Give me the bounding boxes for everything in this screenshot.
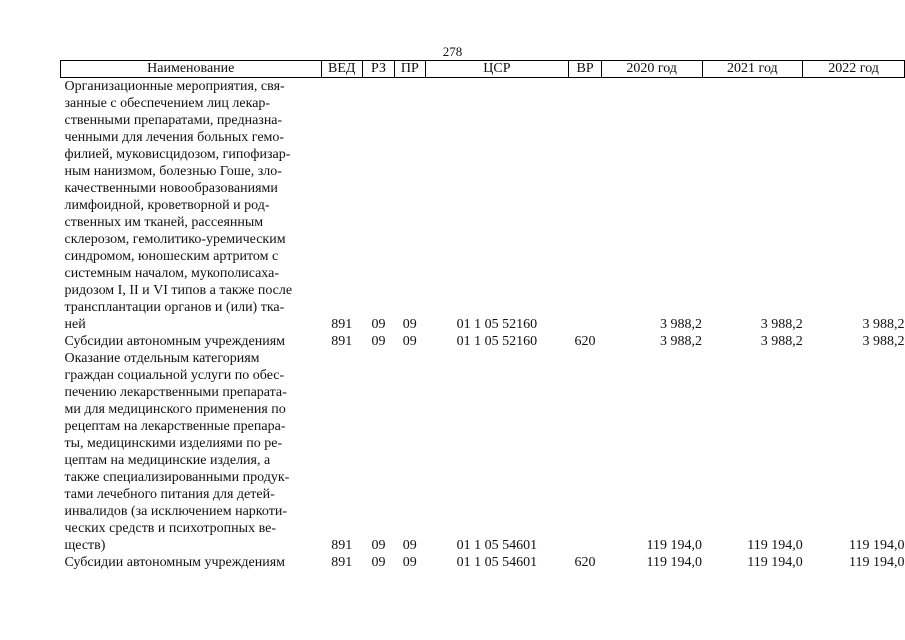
cell-2022: 3 988,2	[862, 334, 905, 349]
cell-csr: 01 1 05 52160	[456, 334, 538, 349]
cell-pr: 09	[402, 538, 417, 553]
name-line: синдромом, юношеским артритом с	[64, 249, 279, 264]
header-2021: 2021 год	[702, 61, 803, 78]
name-line: качественными новообразованиями	[64, 181, 278, 196]
name-line: занные с обеспечением лиц лекар-	[64, 96, 271, 111]
header-rz: РЗ	[362, 61, 394, 78]
name-line: ственными препаратами, предназна-	[64, 113, 283, 128]
cell-2020: 3 988,2	[660, 317, 702, 332]
cell-name	[61, 333, 322, 350]
name-line: филией, муковисцидозом, гипофизар-	[64, 147, 291, 162]
name-line: цептам на медицинские изделия, а	[64, 453, 271, 468]
cell-ved: 891	[331, 334, 353, 349]
header-ved: ВЕД	[321, 61, 362, 78]
name-line: системным началом, мукополисаха-	[64, 266, 279, 281]
cell-2022: 119 194,0	[849, 538, 905, 553]
name-line: граждан социальной услуги по обес-	[64, 368, 285, 383]
name-line: ты, медицинскими изделиями по ре-	[64, 436, 283, 451]
table-row	[61, 554, 905, 571]
cell-name	[61, 350, 322, 554]
cell-pr: 09	[402, 334, 417, 349]
cell-2021: 3 988,2	[760, 317, 803, 332]
cell-2020: 119 194,0	[646, 538, 702, 553]
name-line: склерозом, гемолитико-уремическим	[64, 232, 286, 247]
cell-2021: 119 194,0	[747, 555, 803, 570]
name-line: ней	[64, 317, 86, 332]
cell-name	[61, 78, 322, 334]
cell-ved: 891	[331, 538, 353, 553]
cell-name	[61, 554, 322, 571]
cell-2020: 3 988,2	[660, 334, 702, 349]
name-line: Субсидии автономным учреждениям	[64, 334, 286, 349]
cell-2022: 119 194,0	[849, 555, 905, 570]
cell-pr: 09	[402, 317, 417, 332]
name-line: трансплантации органов и (или) тка-	[64, 300, 285, 315]
cell-2021: 3 988,2	[760, 334, 803, 349]
table-row	[61, 350, 905, 554]
name-line: ным нанизмом, болезнью Гоше, зло-	[64, 164, 282, 179]
name-line: инвалидов (за исключением наркоти-	[64, 504, 287, 519]
table-row	[61, 333, 905, 350]
header-2022: 2022 год	[803, 61, 905, 78]
page-number: 278	[442, 44, 463, 59]
cell-vr: 620	[574, 334, 596, 349]
cell-2022: 3 988,2	[862, 317, 905, 332]
cell-csr: 01 1 05 52160	[456, 317, 538, 332]
table-row	[61, 78, 905, 334]
cell-csr: 01 1 05 54601	[456, 555, 538, 570]
name-line: ческих средств и психотропных ве-	[64, 521, 276, 536]
cell-2021: 119 194,0	[747, 538, 803, 553]
cell-vr: 620	[574, 555, 596, 570]
name-line: Оказание отдельным категориям	[64, 351, 260, 366]
name-line: Организационные мероприятия, свя-	[64, 79, 285, 94]
header-vr: ВР	[569, 61, 601, 78]
name-line: ридозом I, II и VI типов а также после	[64, 283, 293, 298]
cell-pr: 09	[402, 555, 417, 570]
budget-table	[60, 60, 905, 571]
cell-vr	[569, 350, 601, 554]
table-header-row	[61, 61, 905, 78]
name-line: лимфоидной, кроветворной и род-	[64, 198, 270, 213]
header-name: Наименование	[61, 61, 322, 78]
name-line: тами лечебного питания для детей-	[64, 487, 275, 502]
header-2020: 2020 год	[601, 61, 702, 78]
cell-rz: 09	[371, 334, 386, 349]
cell-csr: 01 1 05 54601	[456, 538, 538, 553]
header-pr: ПР	[395, 61, 425, 78]
name-line: ченными для лечения больных гемо-	[64, 130, 285, 145]
cell-rz: 09	[371, 555, 386, 570]
cell-ved: 891	[331, 317, 353, 332]
header-csr: ЦСР	[425, 61, 569, 78]
name-line: также специализированными продук-	[64, 470, 290, 485]
cell-rz: 09	[371, 538, 386, 553]
cell-ved: 891	[331, 555, 353, 570]
name-line: рецептам на лекарственные препара-	[64, 419, 286, 434]
cell-rz: 09	[371, 317, 386, 332]
cell-2020: 119 194,0	[646, 555, 702, 570]
name-line: Субсидии автономным учреждениям	[64, 555, 286, 570]
name-line: ми для медицинского применения по	[64, 402, 286, 417]
cell-vr	[569, 78, 601, 334]
name-line: ществ)	[64, 538, 106, 553]
name-line: печению лекарственными препарата-	[64, 385, 287, 400]
name-line: ственных им тканей, рассеянным	[64, 215, 264, 230]
